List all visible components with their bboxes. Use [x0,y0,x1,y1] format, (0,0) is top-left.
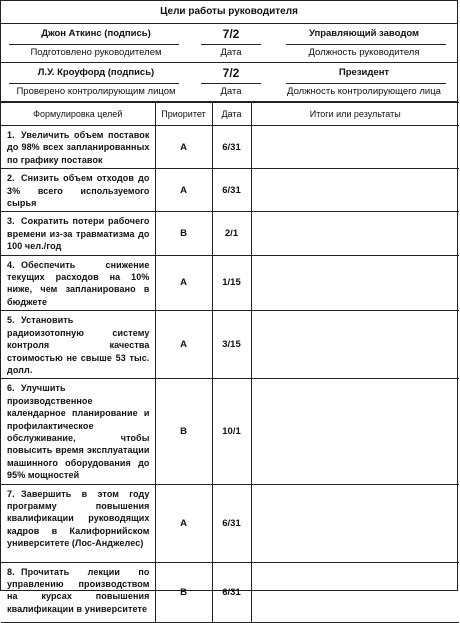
result-cell[interactable] [251,484,459,562]
goal-text: Прочитать лекции по управлению производством на курсах повышения квалификации в университете [7,566,150,614]
goal-cell [1,212,155,255]
reviewer-signature: Л.У. Кроуфорд (подпись) [37,67,155,78]
priority-cell: B [155,212,212,255]
table-row [1,562,459,622]
goal-number: 1. [7,130,15,140]
goal-number: 2. [7,173,15,184]
goal-number: 4. [7,259,15,270]
header-date: Дата [212,103,251,126]
preparer-position-caption: Должность руководителя [308,47,420,58]
signature-block-preparer [1,24,457,63]
goal-text: Завершить в этом году программу повышения квалификации руководящих кадров в Калифорнийском университете (Лос-Анджелес) [7,488,150,549]
goal-cell [1,169,155,212]
goal-number: 5. [7,315,15,326]
goal-text: Обеспечить снижение текущих расходов на 10% ниже, чем запланировано в бюджете [7,259,150,307]
goal-cell [1,379,155,484]
goal-cell [1,562,155,622]
date-cell: 2/1 [212,212,251,255]
preparer-signature: Джон Аткинс (подпись) [41,28,151,39]
goals-table [1,102,459,623]
priority-cell: A [155,484,212,562]
result-cell[interactable] [251,311,459,379]
preparer-caption: Подготовлено руководителем [30,47,162,58]
result-cell[interactable] [251,562,459,622]
signature-block-reviewer [1,63,457,102]
header-priority: Приоритет [155,103,212,126]
result-cell[interactable] [251,169,459,212]
goal-cell [1,126,155,169]
priority-cell: B [155,379,212,484]
goal-text: Установить радиоизотопную систему контроля качества стоимостью не свыше 53 тыс. долл. [7,315,150,375]
reviewer-position: Президент [338,67,390,78]
result-cell[interactable] [251,379,459,484]
preparer-date: 7/2 [222,27,240,41]
priority-cell: A [155,126,212,169]
result-cell[interactable] [251,255,459,311]
date-cell: 3/15 [212,311,251,379]
table-row [1,484,459,562]
result-cell[interactable] [251,126,459,169]
date-cell: 10/1 [212,379,251,484]
result-cell[interactable] [251,212,459,255]
goal-text: Увеличить объем поставок до 98% всех запланированных по графику поставок [7,130,150,165]
reviewer-date-caption: Дата [220,86,242,97]
table-row [1,126,459,169]
table-row [1,311,459,379]
priority-cell: A [155,169,212,212]
date-cell: 6/31 [212,169,251,212]
preparer-position: Управляющий заводом [308,28,420,39]
priority-cell: B [155,562,212,622]
table-row [1,212,459,255]
goal-text: Сократить потери рабочего времени из-за травматизма до 100 чел./год [7,216,150,252]
goal-cell [1,484,155,562]
date-cell: 6/31 [212,562,251,622]
date-cell: 6/31 [212,484,251,562]
table-row [1,169,459,212]
goal-text: Улучшить производственное календарное планирование и профилактическое обслуживание, чтобы повысить время эксплуатации машинного оборудования до 95% мощностей [7,383,150,481]
goal-cell [1,311,155,379]
header-goal: Формулировка целей [1,103,155,126]
priority-cell: A [155,311,212,379]
goal-number: 8. [7,566,15,577]
goal-cell [1,255,155,311]
priority-cell: A [155,255,212,311]
goal-number: 6. [7,383,15,394]
header-result: Итоги или результаты [251,103,459,126]
goal-text: Снизить объем отходов до 3% всего используемого сырья [7,173,150,209]
date-cell: 1/15 [212,255,251,311]
reviewer-date: 7/2 [222,66,240,80]
reviewer-caption: Проверено контролирующим лицом [16,86,176,97]
reviewer-position-caption: Должность контролирующего лица [287,86,441,97]
table-header-row [1,103,459,126]
preparer-date-caption: Дата [220,47,242,58]
date-cell: 6/31 [212,126,251,169]
goal-number: 3. [7,216,15,227]
table-row [1,379,459,484]
form-title: Цели работы руководителя [1,1,457,24]
table-row [1,255,459,311]
goal-number: 7. [7,488,15,499]
